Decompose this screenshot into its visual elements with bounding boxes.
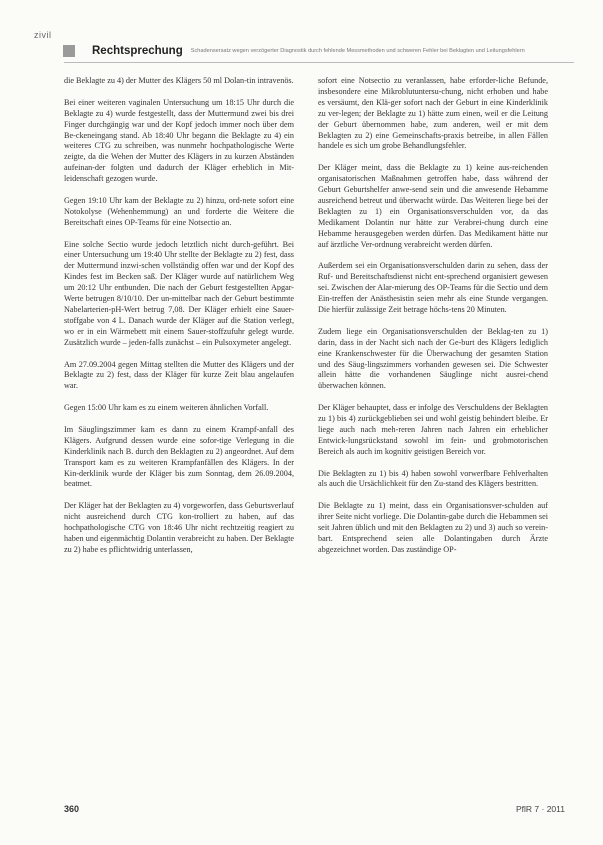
header-title: Rechtsprechung [92, 45, 183, 57]
header-subtitle: Schadensersatz wegen verzögerter Diagnostik durch fehlende Messmethoden und schweren Fehler bei Beklagten und Leitungsfehlern [190, 48, 525, 54]
right-column [318, 76, 548, 567]
paragraph: die Beklagte zu 4) der Mutter des Klägers 50 ml Dolan-tin intravenös. [64, 76, 294, 85]
paragraph: Gegen 19:10 Uhr kam der Beklagte zu 2) hinzu, ord-nete sofort eine Notokolyse (Wehenhemmung) an und forderte die Weitere die Bereitschaft eines OP-Teams für eine Notsectio an. [64, 195, 294, 227]
paragraph: Eine solche Sectio wurde jedoch letztlich nicht durch-geführt. Bei einer Untersuchung um 19:40 Uhr stellte der Beklagte zu 2) fest, dass der Muttermund inzwi-schen vollständig offen war und der Kopf des Kindes fest im Becken saß. Der Kläger wurde auf natürlichem Weg um 20:12 Uhr entbunden. Die nach der Geburt festgestellten Apgar-Werte betrugen 8/10/10. Der un-mittelbar nach der Geburt bestimmte Nabelarterien-pH-Wert betrug 7,08. Der Kläger erhielt eine Sauer-stoffgabe von 4 L. Danach wurde der Kläger auf die Station verlegt, wo er in ein Wärmebett mit einem Sauer-stoffzufuhr gelegt wurde. Zusätzlich wurde – jeden-falls zunächst – ein Pulsoxymeter angelegt. [64, 239, 294, 347]
running-header [64, 43, 574, 59]
header-rule [64, 62, 574, 63]
paragraph: Der Kläger behauptet, dass er infolge des Verschuldens der Beklagten zu 1) bis 4) zurückgeblieben sei und wohl geistig behindert bleibe. Er liege auch nach meh-reren Jahren nach Jahren ein erheblicher Entwick-lungsrückstand sowohl im fein- und grobmotorischen Bereich als auch im kognitiv geistigen Bereich vor. [318, 403, 548, 456]
paragraph: Die Beklagte zu 1) meint, dass ein Organisationsver-schulden auf ihrer Seite nicht vorliege. Die Dolantin-gabe durch die Hebammen sei seit Jahren üblich und mit den Beklagten zu 2) und 3) auch so verein-bart. Entsprechend seien alle Dolantingaben durch Ärzte abgezeichnet worden. Das zuständige OP- [318, 501, 548, 554]
paragraph: Der Kläger meint, dass die Beklagte zu 1) keine aus-reichenden organisatorischen Maßnahmen getroffen habe, dass während der Geburt Geburtshelfer anwe-send sein und die anwesende Hebamme ausreichend betreut und überwacht würde. Das Weiteren liege bei der Beklagten zu 1) ein Organisationsverschulden vor, da das Medikament Dolantin nur hätte zur Verabrei-chung durch eine Hebamme herausgegeben werden dürfen. Das Medikament hätte nur auf ärztliche Ver-ordnung verabreicht werden dürfen. [318, 163, 548, 249]
paragraph: Die Beklagten zu 1) bis 4) haben sowohl vorwerfbare Fehlverhalten als auch die Ursächlichkeit für den Zu-stand des Klägers bestritten. [318, 468, 548, 489]
paragraph: Außerdem sei ein Organisationsverschulden darin zu sehen, dass der Ruf- und Bereitschaftsdienst nicht ent-sprechend organisiert gewesen sei. Zwischen der Alar-mierung des OP-Teams für die Sectio und dem Ein-treffen der Anästhesistin seien mehr als eine Stunde vergangen. Die hierfür zulässige Zeit betrage höchs-tens 20 Minuten. [318, 261, 548, 314]
section-label: zivil [34, 30, 52, 40]
paragraph: Bei einer weiteren vaginalen Untersuchung um 18:15 Uhr durch die Beklagte zu 4) wurde festgestellt, dass der Muttermund zwei bis drei Finger durchgängig war und der Kopf jedoch immer noch über dem Be-ckeneingang stand. Ab 18:40 Uhr begann die Beklagte zu 4) ein weiteres CTG zu schreiben, was nunmehr hochpathologische Werte zeigte, da die Wehen der Mutter des Klägers in zu kurzen Abständen aufeinan-der folgten und dadurch der Kläger erheblich in Mit-leidenschaft gezogen wurde. [64, 97, 294, 184]
paragraph: Im Säuglingszimmer kam es dann zu einem Krampf-anfall des Klägers. Aufgrund dessen wurde eine sofor-tige Verlegung in die Kinderklinik nach B. durch den Beklagten zu 2) angeordnet. Auf dem Transport kam es zu weiteren Krampfanfällen des Klägers. In der Kin-derklinik wurde der Kläger bis zum Sonntag, dem 26.09.2004, beatmet. [64, 424, 294, 489]
paragraph: Gegen 15:00 Uhr kam es zu einem weiteren ähnlichen Vorfall. [64, 403, 269, 413]
paragraph: Am 27.09.2004 gegen Mittag stellten die Mutter des Klägers und der Beklagte zu 2) fest, dass der Kläger für kurze Zeit blau angelaufen war. [64, 359, 294, 391]
journal-issue: PflR 7 · 2011 [516, 804, 565, 814]
left-column [64, 76, 294, 567]
paragraph: sofort eine Notsectio zu veranlassen, habe erforder-liche Befunde, insbesondere eine Mikroblutuntersu-chung, nicht erhoben und habe es versäumt, den Klä-ger sofort nach der Geburt in eine Kinderklinik zu ver-legen; der Beklagte zu 1) hätte zum einen, weil er die Leitung der Geburt übernommen habe, zum anderen, weil er mit dem Beklagten zu 2) eine Gemeinschafts-praxis betreibe, in allen Fällen handele es sich um grobe Behandlungsfehler. [318, 76, 548, 151]
paragraph: Der Kläger hat der Beklagten zu 4) vorgeworfen, dass Geburtsverlauf nicht ausreichend durch CTG kon-trolliert zu haben, auf das hochpathologische CTG von 18:46 Uhr nicht rechtzeitig reagiert zu haben und eigenmächtig Dolantin verabreicht zu haben. Der Beklagte zu 2) habe es pflichtwidrig unterlassen, [64, 501, 294, 554]
page-number: 360 [64, 804, 80, 814]
paragraph: Zudem liege ein Organisationsverschulden der Beklag-ten zu 1) darin, dass in der Nacht sich nach der Ge-burt des Klägers lediglich eine Krankenschwester für die Überwachung der gesamten Station und des Säug-lingszimmers vorhanden gewesen sei. Die Schwester allein hätte die vorhandenen Säuglinge nicht ausrei-chend überwachen können. [318, 326, 548, 391]
